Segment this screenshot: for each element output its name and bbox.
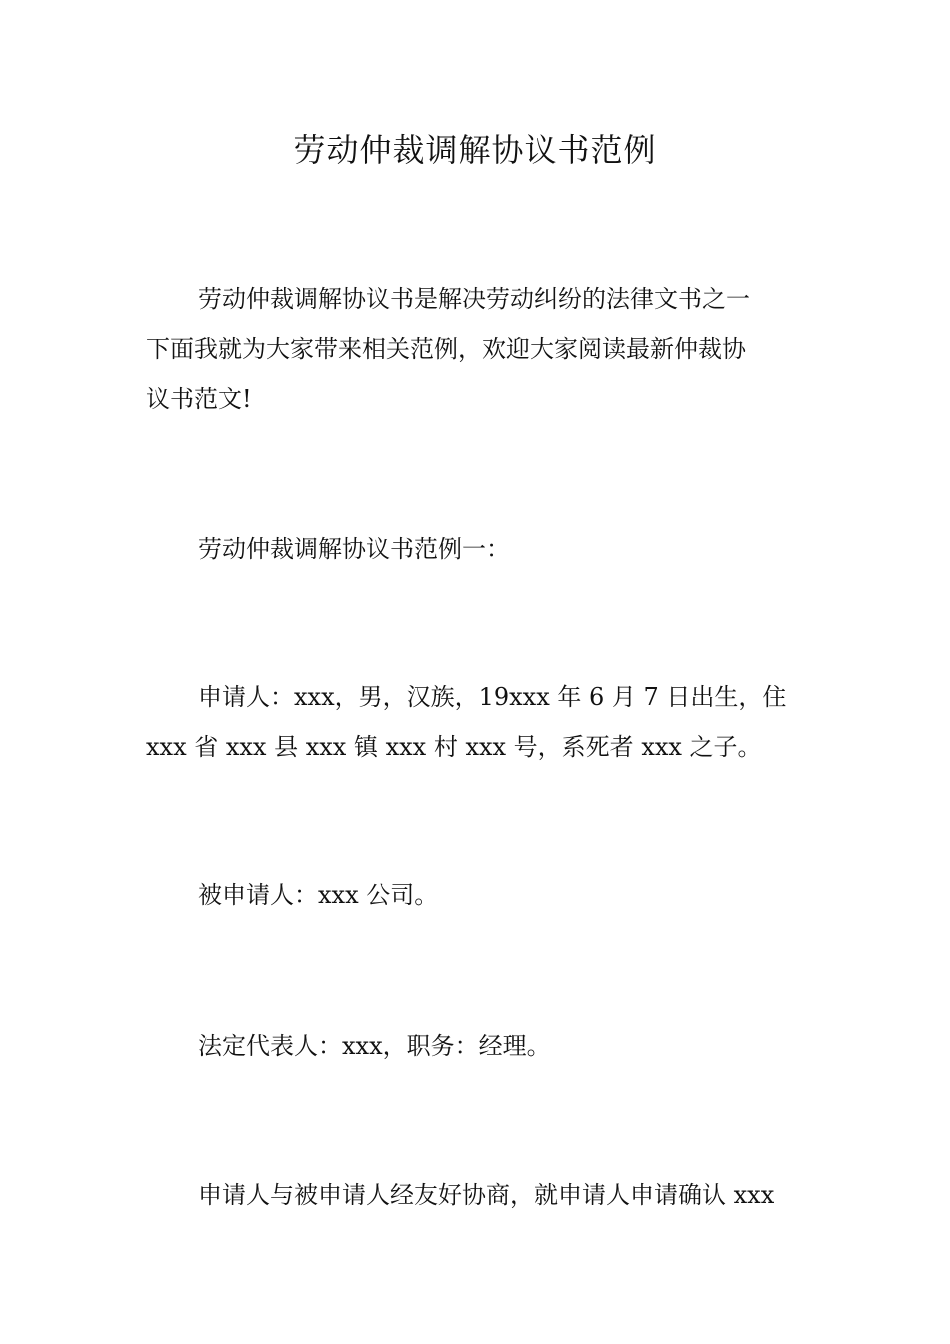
- document-title: 劳动仲裁调解协议书范例: [293, 131, 657, 169]
- example-heading-paragraph: [146, 524, 810, 574]
- respondent-paragraph: [146, 870, 810, 920]
- example-heading: 劳动仲裁调解协议书范例一：: [198, 535, 510, 563]
- legal-rep-line: 法定代表人：xxx，职务：经理。: [198, 1032, 551, 1060]
- intro-line-2: 下面我就为大家带来相关范例，欢迎大家阅读最新仲裁协: [146, 335, 746, 363]
- applicant-line-1: 申请人：xxx，男，汉族，19xxx 年 6 月 7 日出生，住: [198, 683, 787, 711]
- applicant-paragraph: [146, 672, 810, 772]
- intro-line-3: 议书范文!: [146, 385, 252, 413]
- respondent-line: 被申请人：xxx 公司。: [198, 881, 439, 909]
- negotiation-paragraph: [146, 1170, 810, 1220]
- intro-line-1: 劳动仲裁调解协议书是解决劳动纠纷的法律文书之一: [198, 285, 750, 313]
- applicant-line-2: xxx 省 xxx 县 xxx 镇 xxx 村 xxx 号，系死者 xxx 之子。: [146, 733, 762, 761]
- negotiation-line: 申请人与被申请人经友好协商，就申请人申请确认 xxx: [198, 1181, 775, 1209]
- intro-paragraph: [146, 274, 810, 424]
- legal-rep-paragraph: [146, 1021, 810, 1071]
